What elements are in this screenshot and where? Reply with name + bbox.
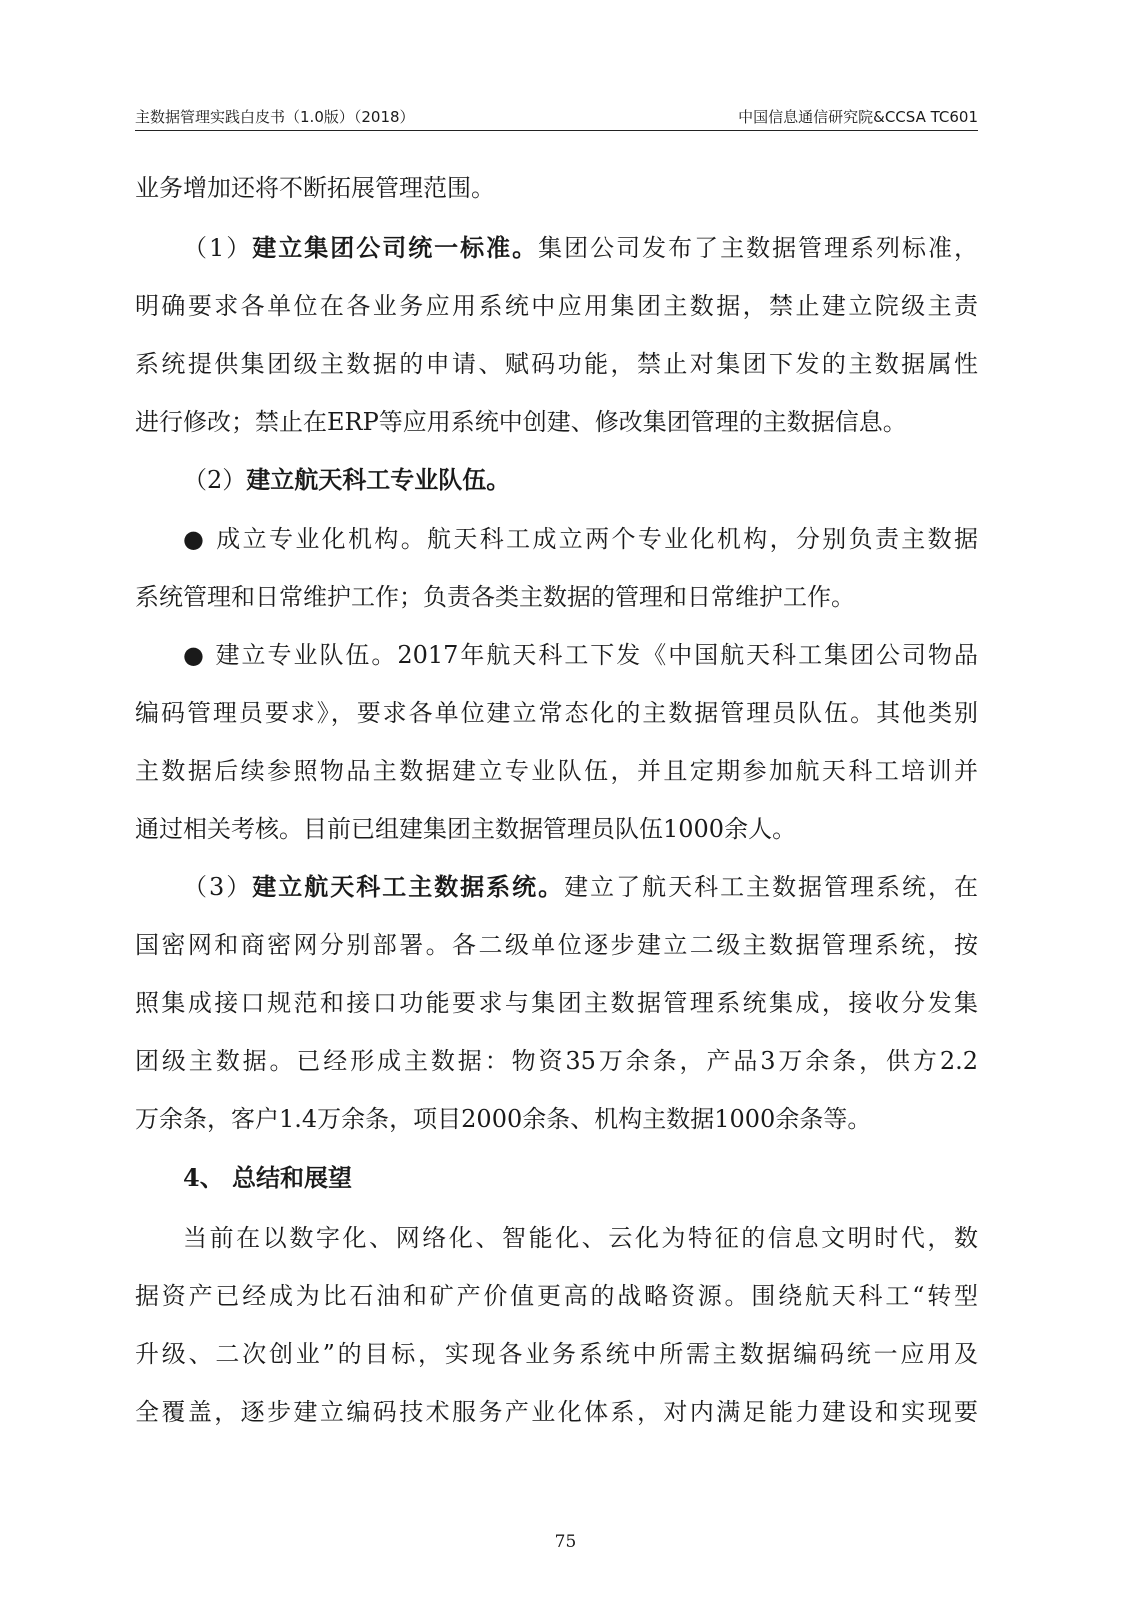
paragraph-3-line-2: 国密网和商密网分别部署。各二级单位逐步建立二级主数据管理系统，按 [135,931,978,959]
paragraph-1-heading: 建立集团公司统一标准。 [252,233,539,262]
bullet-1-text: 成立专业化机构。航天科工成立两个专业化机构，分别负责主数据 [216,525,978,553]
bullet-2-line-3: 主数据后续参照物品主数据建立专业队伍，并且定期参加航天科工培训并 [135,757,978,785]
paragraph-2-label: （2） [183,466,247,494]
paragraph-1-line-2: 明确要求各单位在各业务应用系统中应用集团主数据，禁止建立院级主责 [135,292,978,320]
paragraph-1-line-4: 进行修改；禁止在ERP等应用系统中创建、修改集团管理的主数据信息。 [135,408,907,436]
paragraph-4-line-2: 据资产已经成为比石油和矿产价值更高的战略资源。围绕航天科工“转型 [135,1282,978,1310]
paragraph-4-line-4: 全覆盖，逐步建立编码技术服务产业化体系，对内满足能力建设和实现要 [135,1398,978,1426]
bullet-2-marker: ● [183,641,206,669]
paragraph-3-line-1 [183,871,978,903]
bullet-1-marker: ● [183,525,207,553]
paragraph-4-line-3: 升级、二次创业”的目标，实现各业务系统中所需主数据编码统一应用及 [135,1340,978,1368]
page-number: 75 [554,1532,577,1552]
paragraph-1-label: （1） [183,234,253,262]
paragraph-2-heading-line [183,464,978,496]
bullet-1-line-2: 系统管理和日常维护工作；负责各类主数据的管理和日常维护工作。 [135,583,855,611]
body-line: 业务增加还将不断拓展管理范围。 [135,174,495,202]
page-header [135,100,978,131]
paragraph-2-heading: 建立航天科工专业队伍。 [246,465,511,494]
bullet-2-text: 建立专业队伍。2017年航天科工下发《中国航天科工集团公司物品 [215,641,978,669]
bullet-1-line-1 [183,523,978,555]
bullet-2-line-4: 通过相关考核。目前已组建集团主数据管理员队伍1000余人。 [135,815,797,843]
paragraph-3-line-3: 照集成接口规范和接口功能要求与集团主数据管理系统集成，接收分发集 [135,989,978,1017]
paragraph-1-text: 集团公司发布了主数据管理系列标准， [538,234,979,262]
paragraph-4-line-1: 当前在以数字化、网络化、智能化、云化为特征的信息文明时代，数 [183,1224,978,1252]
paragraph-3-label: （3） [183,873,253,901]
bullet-2-line-1 [183,639,978,671]
paragraph-3-heading: 建立航天科工主数据系统。 [252,872,565,901]
paragraph-3-text: 建立了航天科工主数据管理系统，在 [564,873,978,901]
paragraph-1-line-1 [183,232,978,264]
bullet-2-line-2: 编码管理员要求》，要求各单位建立常态化的主数据管理员队伍。其他类别 [135,699,978,727]
section-4-heading: 4、 总结和展望 [183,1163,353,1192]
paragraph-3-line-5: 万余条，客户1.4万余条，项目2000余条、机构主数据1000余条等。 [135,1105,872,1133]
paragraph-1-line-3: 系统提供集团级主数据的申请、赋码功能，禁止对集团下发的主数据属性 [135,350,978,378]
header-organization: 中国信息通信研究院&CCSA TC601 [738,108,978,126]
header-document-title: 主数据管理实践白皮书（1.0版）（2018） [135,108,415,126]
paragraph-3-line-4: 团级主数据。已经形成主数据：物资35万余条，产品3万余条，供方2.2 [135,1047,978,1075]
